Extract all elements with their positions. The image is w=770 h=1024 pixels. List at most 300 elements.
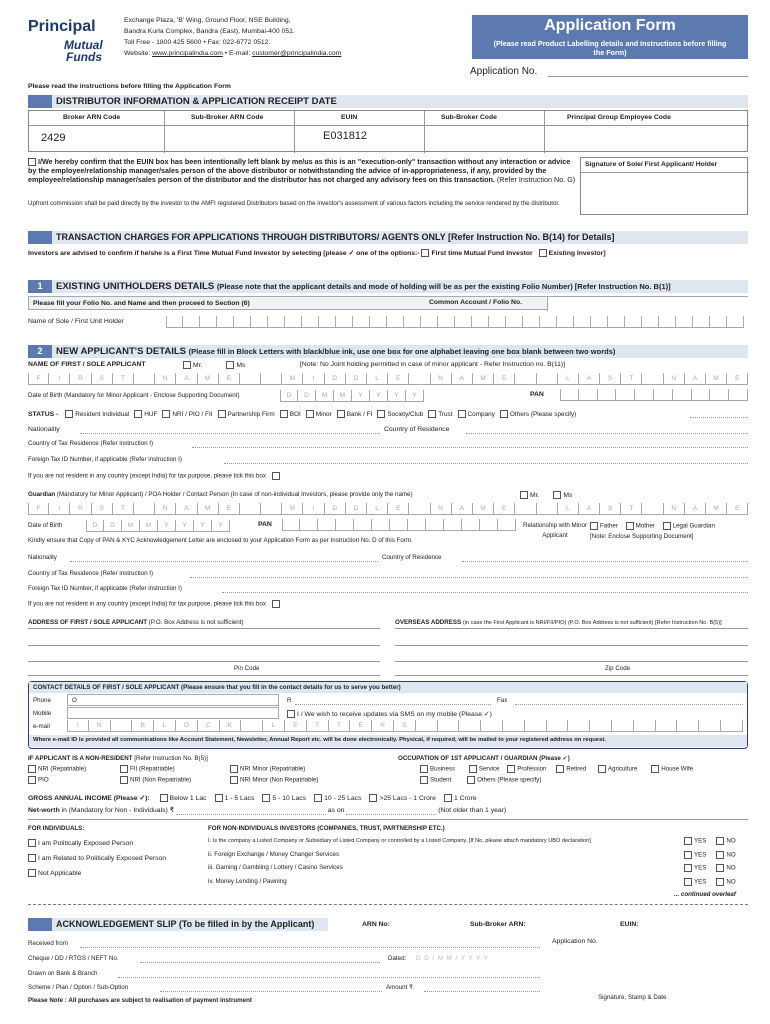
grid-cell[interactable] xyxy=(591,316,608,328)
grid-cell[interactable] xyxy=(480,519,498,531)
grid-cell[interactable] xyxy=(261,503,282,515)
grid-cell[interactable] xyxy=(134,503,155,515)
grid-cell[interactable]: C xyxy=(198,720,220,732)
grid-cell[interactable] xyxy=(134,373,155,385)
folio-note: Please fill your Folio No. and Name and then proceed to Section (6) xyxy=(33,300,250,307)
grid-cell[interactable]: I xyxy=(49,373,70,385)
no-checkbox[interactable] xyxy=(716,864,724,872)
address-first-note: (P.O. Box Address is not sufficient) xyxy=(148,619,244,626)
grid-cell[interactable] xyxy=(282,519,300,531)
mother-checkbox[interactable] xyxy=(626,522,634,530)
grid-cell[interactable] xyxy=(354,519,372,531)
ack-scheme-input[interactable] xyxy=(160,991,382,992)
grid-cell[interactable]: M xyxy=(282,373,303,385)
grid-cell[interactable] xyxy=(438,316,455,328)
grid-cell[interactable] xyxy=(656,720,678,732)
folio-label: Common Account / Folio No. xyxy=(429,299,523,306)
grid-cell[interactable]: T xyxy=(329,720,351,732)
tax-residence-input[interactable] xyxy=(192,447,748,448)
ack-amount-input[interactable] xyxy=(424,991,540,992)
grid-cell[interactable] xyxy=(654,389,673,401)
nri-label: IF APPLICANT IS A NON-RESIDENT xyxy=(28,755,133,762)
grid-cell[interactable]: E xyxy=(285,720,307,732)
guardian-foreign-tax-input[interactable] xyxy=(222,592,748,593)
grid-cell[interactable] xyxy=(635,389,654,401)
grid-cell[interactable]: A xyxy=(685,373,706,385)
grid-cell[interactable]: R xyxy=(70,373,91,385)
grid-cell[interactable] xyxy=(481,720,503,732)
grid-cell[interactable]: M xyxy=(473,373,494,385)
grid-cell[interactable]: Y xyxy=(406,390,424,402)
ack-drawn-input[interactable] xyxy=(118,977,540,978)
grid-cell[interactable] xyxy=(634,720,656,732)
grid-cell[interactable] xyxy=(372,519,390,531)
grid-cell[interactable]: L xyxy=(154,720,176,732)
email-grid[interactable] xyxy=(67,720,743,732)
grid-cell[interactable] xyxy=(408,519,426,531)
business-checkbox[interactable] xyxy=(420,765,428,773)
status-checkbox[interactable] xyxy=(428,410,436,418)
broker-arn-value[interactable]: 2429 xyxy=(41,132,66,144)
existing-investor-checkbox[interactable] xyxy=(539,249,547,257)
grid-cell[interactable]: S xyxy=(92,503,113,515)
grid-cell[interactable] xyxy=(240,373,261,385)
grid-cell[interactable]: R xyxy=(70,503,91,515)
applicant-name-grid[interactable] xyxy=(28,373,748,385)
guardian-name-grid[interactable] xyxy=(28,503,748,515)
retired-label: Retired xyxy=(566,765,587,773)
grid-cell[interactable]: I xyxy=(67,720,89,732)
grid-cell[interactable] xyxy=(421,316,438,328)
transaction-title: TRANSACTION CHARGES FOR APPLICATIONS THROUGH DISTRIBUTORS/ AGENTS ONLY [Refer Instruction No. B(14) for Details] xyxy=(56,232,615,242)
grid-cell[interactable]: E xyxy=(727,503,748,515)
grid-cell[interactable]: E xyxy=(494,503,515,515)
pan-grid[interactable] xyxy=(560,389,748,401)
status-option-label: BOI xyxy=(289,410,301,418)
grid-cell[interactable] xyxy=(721,720,743,732)
grid-cell[interactable] xyxy=(438,720,460,732)
grid-cell[interactable]: L xyxy=(367,503,388,515)
grid-cell[interactable] xyxy=(608,316,625,328)
transaction-line xyxy=(28,249,606,257)
nri-nonrep-checkbox[interactable] xyxy=(120,776,128,784)
grid-cell[interactable]: E xyxy=(219,503,240,515)
euin-declaration-checkbox[interactable] xyxy=(28,158,36,166)
no-label: NO xyxy=(726,837,736,845)
as-on-input[interactable] xyxy=(346,807,436,815)
yes-label: YES xyxy=(694,837,707,845)
nri-row2 xyxy=(28,776,49,784)
guardian-nationality-input[interactable] xyxy=(70,561,378,562)
yes-label: YES xyxy=(694,851,707,859)
dob-grid[interactable] xyxy=(280,390,424,402)
grid-cell[interactable] xyxy=(318,519,336,531)
grid-cell[interactable]: B xyxy=(132,720,154,732)
status-checkbox[interactable] xyxy=(134,410,142,418)
others-occupation-checkbox[interactable] xyxy=(467,776,475,784)
grid-cell[interactable] xyxy=(217,316,234,328)
grid-cell[interactable]: N xyxy=(431,503,452,515)
ack-received-label: Received from xyxy=(28,940,68,947)
grid-cell[interactable]: E xyxy=(388,503,409,515)
grid-cell[interactable]: D xyxy=(86,520,104,532)
grid-cell[interactable] xyxy=(319,316,336,328)
grid-cell[interactable]: I xyxy=(303,503,324,515)
phone-residence-input[interactable] xyxy=(295,704,491,705)
grid-cell[interactable] xyxy=(525,720,547,732)
not-applicable-checkbox[interactable] xyxy=(28,869,36,877)
guardian-not-resident-checkbox[interactable] xyxy=(272,600,280,608)
grid-cell[interactable] xyxy=(727,316,744,328)
grid-cell[interactable]: M xyxy=(334,390,352,402)
grid-cell[interactable]: D xyxy=(346,503,367,515)
grid-cell[interactable]: E xyxy=(388,373,409,385)
grid-cell[interactable] xyxy=(710,316,727,328)
grid-cell[interactable] xyxy=(455,316,472,328)
grid-cell[interactable] xyxy=(642,316,659,328)
grid-cell[interactable] xyxy=(598,389,617,401)
grid-cell[interactable] xyxy=(625,316,642,328)
guardian-mr-checkbox[interactable] xyxy=(520,491,528,499)
grid-cell[interactable] xyxy=(590,720,612,732)
overseas-address-box[interactable] xyxy=(395,628,748,676)
agriculture-label: Agriculture xyxy=(607,765,638,773)
legal-guardian-checkbox[interactable] xyxy=(663,522,671,530)
grid-cell[interactable] xyxy=(472,316,489,328)
agriculture-checkbox[interactable] xyxy=(598,765,606,773)
grid-cell[interactable]: Y xyxy=(158,520,176,532)
grid-cell[interactable] xyxy=(261,373,282,385)
folio-input[interactable] xyxy=(547,297,749,311)
grid-cell[interactable]: Y xyxy=(176,520,194,532)
status-checkbox[interactable] xyxy=(218,410,226,418)
grid-cell[interactable]: A xyxy=(452,503,473,515)
non-individuals-label: FOR NON-INDIVIDUALS INVESTORS (COMPANIES, TRUST, PARTNERSHIP ETC.) xyxy=(208,825,445,832)
website-link[interactable]: www.principalindia.com xyxy=(152,50,223,57)
status-checkbox[interactable] xyxy=(65,410,73,418)
income-checkbox[interactable] xyxy=(369,794,377,802)
networth-input[interactable] xyxy=(176,807,326,815)
status-option-label: Company xyxy=(467,410,495,418)
grid-cell[interactable]: E xyxy=(494,373,515,385)
status-checkbox[interactable] xyxy=(458,410,466,418)
signature-box[interactable] xyxy=(580,157,748,215)
signature-label: Signature of Sole/ First Applicant/ Holder xyxy=(585,161,718,168)
grid-cell[interactable] xyxy=(200,316,217,328)
grid-cell[interactable]: D xyxy=(325,373,346,385)
grid-cell[interactable]: D xyxy=(346,373,367,385)
instructions-note: Please read the instructions before filling the Application Form xyxy=(28,83,231,90)
guardian-nationality-label: Nationality xyxy=(28,554,57,561)
grid-cell[interactable]: D xyxy=(298,390,316,402)
grid-cell[interactable]: D xyxy=(280,390,298,402)
ack-title: ACKNOWLEDGEMENT SLIP (To be filled in by the Applicant) xyxy=(56,919,315,929)
networth-row xyxy=(28,806,506,815)
grid-cell[interactable] xyxy=(234,316,251,328)
grid-cell[interactable] xyxy=(568,720,590,732)
form-title-banner xyxy=(472,15,748,59)
grid-cell[interactable] xyxy=(336,316,353,328)
grid-cell[interactable]: N xyxy=(431,373,452,385)
grid-cell[interactable]: A xyxy=(452,373,473,385)
grid-cell[interactable] xyxy=(523,316,540,328)
grid-cell[interactable]: L xyxy=(367,373,388,385)
grid-cell[interactable] xyxy=(251,316,268,328)
non-individual-item xyxy=(208,878,287,885)
grid-cell[interactable] xyxy=(241,720,263,732)
grid-cell[interactable]: I xyxy=(49,503,70,515)
grid-cell[interactable] xyxy=(503,720,525,732)
grid-cell[interactable]: M xyxy=(316,390,334,402)
grid-cell[interactable]: A xyxy=(176,373,197,385)
grid-cell[interactable]: M xyxy=(198,503,219,515)
grid-cell[interactable]: S xyxy=(600,503,621,515)
ack-arn-label: ARN No: xyxy=(362,921,390,928)
grid-cell[interactable]: A xyxy=(579,373,600,385)
yes-checkbox[interactable] xyxy=(684,864,692,872)
status-checkbox[interactable] xyxy=(280,410,288,418)
grid-cell[interactable] xyxy=(699,720,721,732)
grid-cell[interactable]: N xyxy=(89,720,111,732)
related-pep-checkbox[interactable] xyxy=(28,854,36,862)
profession-checkbox[interactable] xyxy=(507,765,515,773)
grid-cell[interactable]: A xyxy=(176,503,197,515)
grid-cell[interactable] xyxy=(183,316,200,328)
income-checkbox[interactable] xyxy=(160,794,168,802)
grid-cell[interactable] xyxy=(426,519,444,531)
nri-minor-rep-checkbox[interactable] xyxy=(230,765,238,773)
grid-cell[interactable]: S xyxy=(92,373,113,385)
grid-cell[interactable]: E xyxy=(350,720,372,732)
foreign-tax-input[interactable] xyxy=(224,463,748,464)
grid-cell[interactable] xyxy=(353,316,370,328)
grid-cell[interactable]: A xyxy=(579,503,600,515)
grid-cell[interactable] xyxy=(240,503,261,515)
grid-cell[interactable]: K xyxy=(220,720,242,732)
non-individual-item xyxy=(208,851,339,858)
ack-cheque-input[interactable] xyxy=(140,962,380,963)
not-resident-checkbox[interactable] xyxy=(272,472,280,480)
euin-declaration xyxy=(28,157,576,184)
grid-cell[interactable] xyxy=(285,316,302,328)
grid-cell[interactable] xyxy=(673,389,692,401)
ms-checkbox[interactable] xyxy=(226,361,234,369)
grid-cell[interactable] xyxy=(489,316,506,328)
grid-cell[interactable]: F xyxy=(28,503,49,515)
nri-minor-nonrep-checkbox[interactable] xyxy=(230,776,238,784)
grid-cell[interactable] xyxy=(616,389,635,401)
grid-cell[interactable] xyxy=(642,373,663,385)
grid-cell[interactable]: I xyxy=(303,373,324,385)
grid-cell[interactable]: A xyxy=(685,503,706,515)
grid-cell[interactable] xyxy=(692,389,711,401)
grid-cell[interactable] xyxy=(612,720,634,732)
grid-cell[interactable]: L xyxy=(263,720,285,732)
overseas-note: (in case the First Applicant is NRI/FII/PIO) (P.O. Box Address is not sufficient) [Refer Instruction No. B(5)] xyxy=(462,620,722,626)
grid-cell[interactable] xyxy=(540,316,557,328)
grid-cell[interactable]: M xyxy=(122,520,140,532)
grid-cell[interactable]: M xyxy=(198,373,219,385)
grid-cell[interactable]: R xyxy=(372,720,394,732)
grid-cell[interactable] xyxy=(416,720,438,732)
status-checkbox[interactable] xyxy=(306,410,314,418)
grid-cell[interactable] xyxy=(336,519,354,531)
nationality-input[interactable] xyxy=(80,433,380,434)
grid-cell[interactable]: Y xyxy=(352,390,370,402)
grid-cell[interactable] xyxy=(459,720,481,732)
grid-cell[interactable] xyxy=(462,519,480,531)
email-link[interactable]: customer@principalindia.com xyxy=(252,50,342,57)
grid-cell[interactable] xyxy=(677,720,699,732)
grid-cell[interactable]: N xyxy=(664,373,685,385)
sole-holder-grid[interactable] xyxy=(166,316,744,328)
ack-date-input[interactable]: D D / M M / Y Y Y Y xyxy=(416,955,489,962)
grid-cell[interactable] xyxy=(444,519,462,531)
pep-checkbox[interactable] xyxy=(28,839,36,847)
grid-cell[interactable]: M xyxy=(140,520,158,532)
housewife-checkbox[interactable] xyxy=(651,765,659,773)
item-text: Is the company a Listed Company or Subsidiary of Listed Company or controlled by a Listed Company. [If No, please attach mandatory UBO declaration] xyxy=(212,838,591,844)
grid-cell[interactable] xyxy=(302,316,319,328)
grid-cell[interactable]: L xyxy=(558,373,579,385)
grid-cell[interactable] xyxy=(547,720,569,732)
grid-cell[interactable]: E xyxy=(727,373,748,385)
yes-checkbox[interactable] xyxy=(684,878,692,886)
guardian-pan-grid[interactable] xyxy=(282,519,516,531)
pep-opt2 xyxy=(28,854,166,862)
status-row xyxy=(28,410,576,418)
ack-received-input[interactable] xyxy=(80,947,540,948)
country-residence-input[interactable] xyxy=(466,433,748,434)
grid-cell[interactable] xyxy=(579,389,598,401)
grid-cell[interactable] xyxy=(574,316,591,328)
status-checkbox[interactable] xyxy=(377,410,385,418)
grid-cell[interactable]: N xyxy=(155,373,176,385)
no-checkbox[interactable] xyxy=(716,878,724,886)
grid-cell[interactable]: T xyxy=(113,503,134,515)
grid-cell[interactable]: M xyxy=(473,503,494,515)
grid-cell[interactable]: T xyxy=(113,373,134,385)
father-checkbox[interactable] xyxy=(590,522,598,530)
grid-cell[interactable]: D xyxy=(104,520,122,532)
guardian-dob-label: Date of Birth xyxy=(28,522,63,529)
yes-checkbox[interactable] xyxy=(684,851,692,859)
status-checkbox[interactable] xyxy=(500,410,508,418)
grid-cell[interactable]: Y xyxy=(212,520,230,532)
mobile-input[interactable] xyxy=(67,707,279,719)
grid-cell[interactable] xyxy=(268,316,285,328)
euin-value[interactable]: E031812 xyxy=(323,130,368,142)
first-time-checkbox[interactable] xyxy=(421,249,429,257)
guardian-ms-checkbox[interactable] xyxy=(553,491,561,499)
grid-cell[interactable] xyxy=(387,316,404,328)
grid-cell[interactable] xyxy=(404,316,421,328)
grid-cell[interactable] xyxy=(370,316,387,328)
grid-cell[interactable] xyxy=(409,503,430,515)
grid-cell[interactable]: O xyxy=(176,720,198,732)
grid-cell[interactable]: M xyxy=(282,503,303,515)
income-checkbox[interactable] xyxy=(215,794,223,802)
retired-checkbox[interactable] xyxy=(556,765,564,773)
grid-cell[interactable] xyxy=(409,373,430,385)
guardian-dob-grid[interactable] xyxy=(86,520,230,532)
student-checkbox[interactable] xyxy=(420,776,428,784)
income-option-label: 10 - 25 Lacs xyxy=(324,795,362,802)
guardian-tax-residence-input[interactable] xyxy=(190,577,748,578)
grid-cell[interactable]: N xyxy=(155,503,176,515)
grid-cell[interactable] xyxy=(642,503,663,515)
status-checkbox[interactable] xyxy=(337,410,345,418)
status-checkbox[interactable] xyxy=(162,410,170,418)
grid-cell[interactable] xyxy=(560,389,579,401)
grid-cell[interactable] xyxy=(710,389,729,401)
grid-cell[interactable] xyxy=(390,519,408,531)
grid-cell[interactable] xyxy=(557,316,574,328)
non-individual-item xyxy=(208,837,591,844)
grid-cell[interactable] xyxy=(676,316,693,328)
grid-cell[interactable]: T xyxy=(307,720,329,732)
grid-cell[interactable] xyxy=(693,316,710,328)
service-checkbox[interactable] xyxy=(469,765,477,773)
grid-cell[interactable] xyxy=(659,316,676,328)
fax-input[interactable] xyxy=(515,704,743,705)
income-checkbox[interactable] xyxy=(262,794,270,802)
phone-office-input[interactable] xyxy=(67,694,279,706)
fii-rep-checkbox[interactable] xyxy=(120,765,128,773)
address-first-label: ADDRESS OF FIRST / SOLE APPLICANT xyxy=(28,619,148,626)
upfront-note: Upfront commission shall be paid directly by the investor to the AMFI registered Distributors based on the investor's assessment of various factors including the service rendered by the distributor. xyxy=(28,200,560,207)
grid-cell[interactable]: M xyxy=(706,373,727,385)
grid-cell[interactable] xyxy=(111,720,133,732)
income-checkbox[interactable] xyxy=(444,794,452,802)
grid-cell[interactable] xyxy=(537,373,558,385)
grid-cell[interactable] xyxy=(515,503,536,515)
income-checkbox[interactable] xyxy=(314,794,322,802)
grid-cell[interactable]: E xyxy=(219,373,240,385)
grid-cell[interactable] xyxy=(506,316,523,328)
grid-cell[interactable]: S xyxy=(394,720,416,732)
grid-cell[interactable]: Y xyxy=(388,390,406,402)
grid-cell[interactable]: T xyxy=(621,373,642,385)
yes-checkbox[interactable] xyxy=(684,837,692,845)
nri-rep-checkbox[interactable] xyxy=(28,765,36,773)
mr-checkbox[interactable] xyxy=(183,361,191,369)
grid-cell[interactable]: Y xyxy=(194,520,212,532)
grid-cell[interactable]: L xyxy=(558,503,579,515)
grid-cell[interactable] xyxy=(166,316,183,328)
no-checkbox[interactable] xyxy=(716,837,724,845)
grid-cell[interactable] xyxy=(498,519,516,531)
grid-cell[interactable]: S xyxy=(600,373,621,385)
sms-checkbox[interactable] xyxy=(287,710,295,718)
grid-cell[interactable]: N xyxy=(664,503,685,515)
guardian-country-input[interactable] xyxy=(462,561,748,562)
grid-cell[interactable] xyxy=(515,373,536,385)
contact-title-bar xyxy=(29,682,747,693)
grid-cell[interactable]: Y xyxy=(370,390,388,402)
grid-cell[interactable] xyxy=(729,389,748,401)
grid-cell[interactable]: F xyxy=(28,373,49,385)
pio-checkbox[interactable] xyxy=(28,776,36,784)
grid-cell[interactable]: M xyxy=(706,503,727,515)
grid-cell[interactable]: D xyxy=(325,503,346,515)
website-label: Website: xyxy=(124,50,151,57)
grid-cell[interactable]: T xyxy=(621,503,642,515)
address-first-box[interactable] xyxy=(28,628,380,676)
grid-cell[interactable] xyxy=(300,519,318,531)
no-checkbox[interactable] xyxy=(716,851,724,859)
grid-cell[interactable] xyxy=(537,503,558,515)
